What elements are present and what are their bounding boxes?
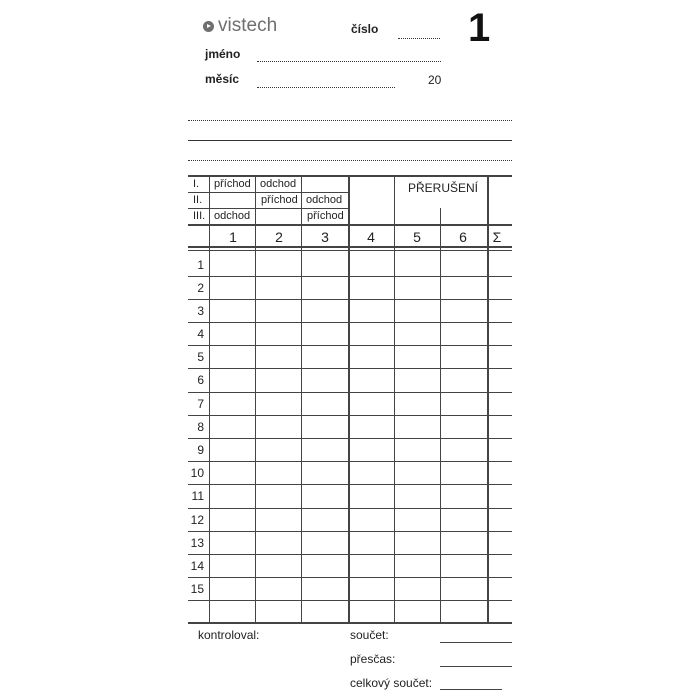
- month-label: měsíc: [205, 72, 240, 86]
- day-3: 3: [197, 304, 204, 318]
- day-8: 8: [197, 420, 204, 434]
- card-number: 1: [468, 6, 491, 50]
- total-sum-field[interactable]: [440, 689, 502, 690]
- year-prefix: 20: [428, 73, 442, 87]
- logo-icon: [203, 21, 214, 32]
- day-13: 13: [190, 536, 204, 550]
- col-5: 5: [413, 229, 421, 245]
- row-II-departure: odchod: [306, 194, 343, 206]
- day-7: 7: [197, 397, 204, 411]
- day-2: 2: [197, 281, 204, 295]
- col-6: 6: [459, 229, 467, 245]
- shift-label-I: I.: [193, 178, 200, 190]
- dotted-line-1[interactable]: [188, 120, 512, 121]
- total-sum-label: celkový součet:: [350, 676, 433, 690]
- sum-label: součet:: [350, 628, 389, 642]
- row-III-arrival: příchod: [307, 210, 344, 222]
- col-1: 1: [229, 229, 237, 245]
- month-field[interactable]: [257, 87, 395, 88]
- day-15: 15: [190, 582, 204, 596]
- day-1: 1: [197, 258, 204, 272]
- shift-label-II: II.: [193, 194, 203, 206]
- checked-by-label: kontroloval:: [198, 628, 260, 642]
- brand-logo: [203, 15, 277, 37]
- name-field[interactable]: [257, 61, 441, 62]
- number-field[interactable]: [398, 38, 440, 39]
- day-6: 6: [197, 373, 204, 387]
- day-5: 5: [197, 350, 204, 364]
- col-4: 4: [367, 229, 375, 245]
- row-I-arrival: příchod: [214, 178, 251, 190]
- dotted-line-2[interactable]: [188, 160, 512, 161]
- solid-line: [188, 140, 512, 141]
- name-label: jméno: [205, 47, 241, 61]
- col-sum: Σ: [492, 229, 502, 245]
- interruption-label: PŘERUŠENÍ: [408, 181, 479, 195]
- day-4: 4: [197, 327, 204, 341]
- number-label: číslo: [351, 22, 379, 36]
- shift-label-III: III.: [193, 210, 206, 222]
- sum-field[interactable]: [440, 642, 512, 643]
- overtime-field[interactable]: [440, 666, 512, 667]
- col-2: 2: [275, 229, 283, 245]
- day-9: 9: [197, 443, 204, 457]
- day-11: 11: [191, 489, 204, 503]
- day-10: 10: [190, 466, 204, 480]
- row-II-arrival: příchod: [261, 194, 298, 206]
- day-14: 14: [190, 559, 204, 573]
- overtime-label: přesčas:: [350, 652, 396, 666]
- row-III-departure: odchod: [214, 210, 251, 222]
- row-I-departure: odchod: [260, 178, 297, 190]
- day-12: 12: [190, 513, 204, 527]
- brand-name: vistech: [218, 15, 278, 36]
- col-3: 3: [321, 229, 329, 245]
